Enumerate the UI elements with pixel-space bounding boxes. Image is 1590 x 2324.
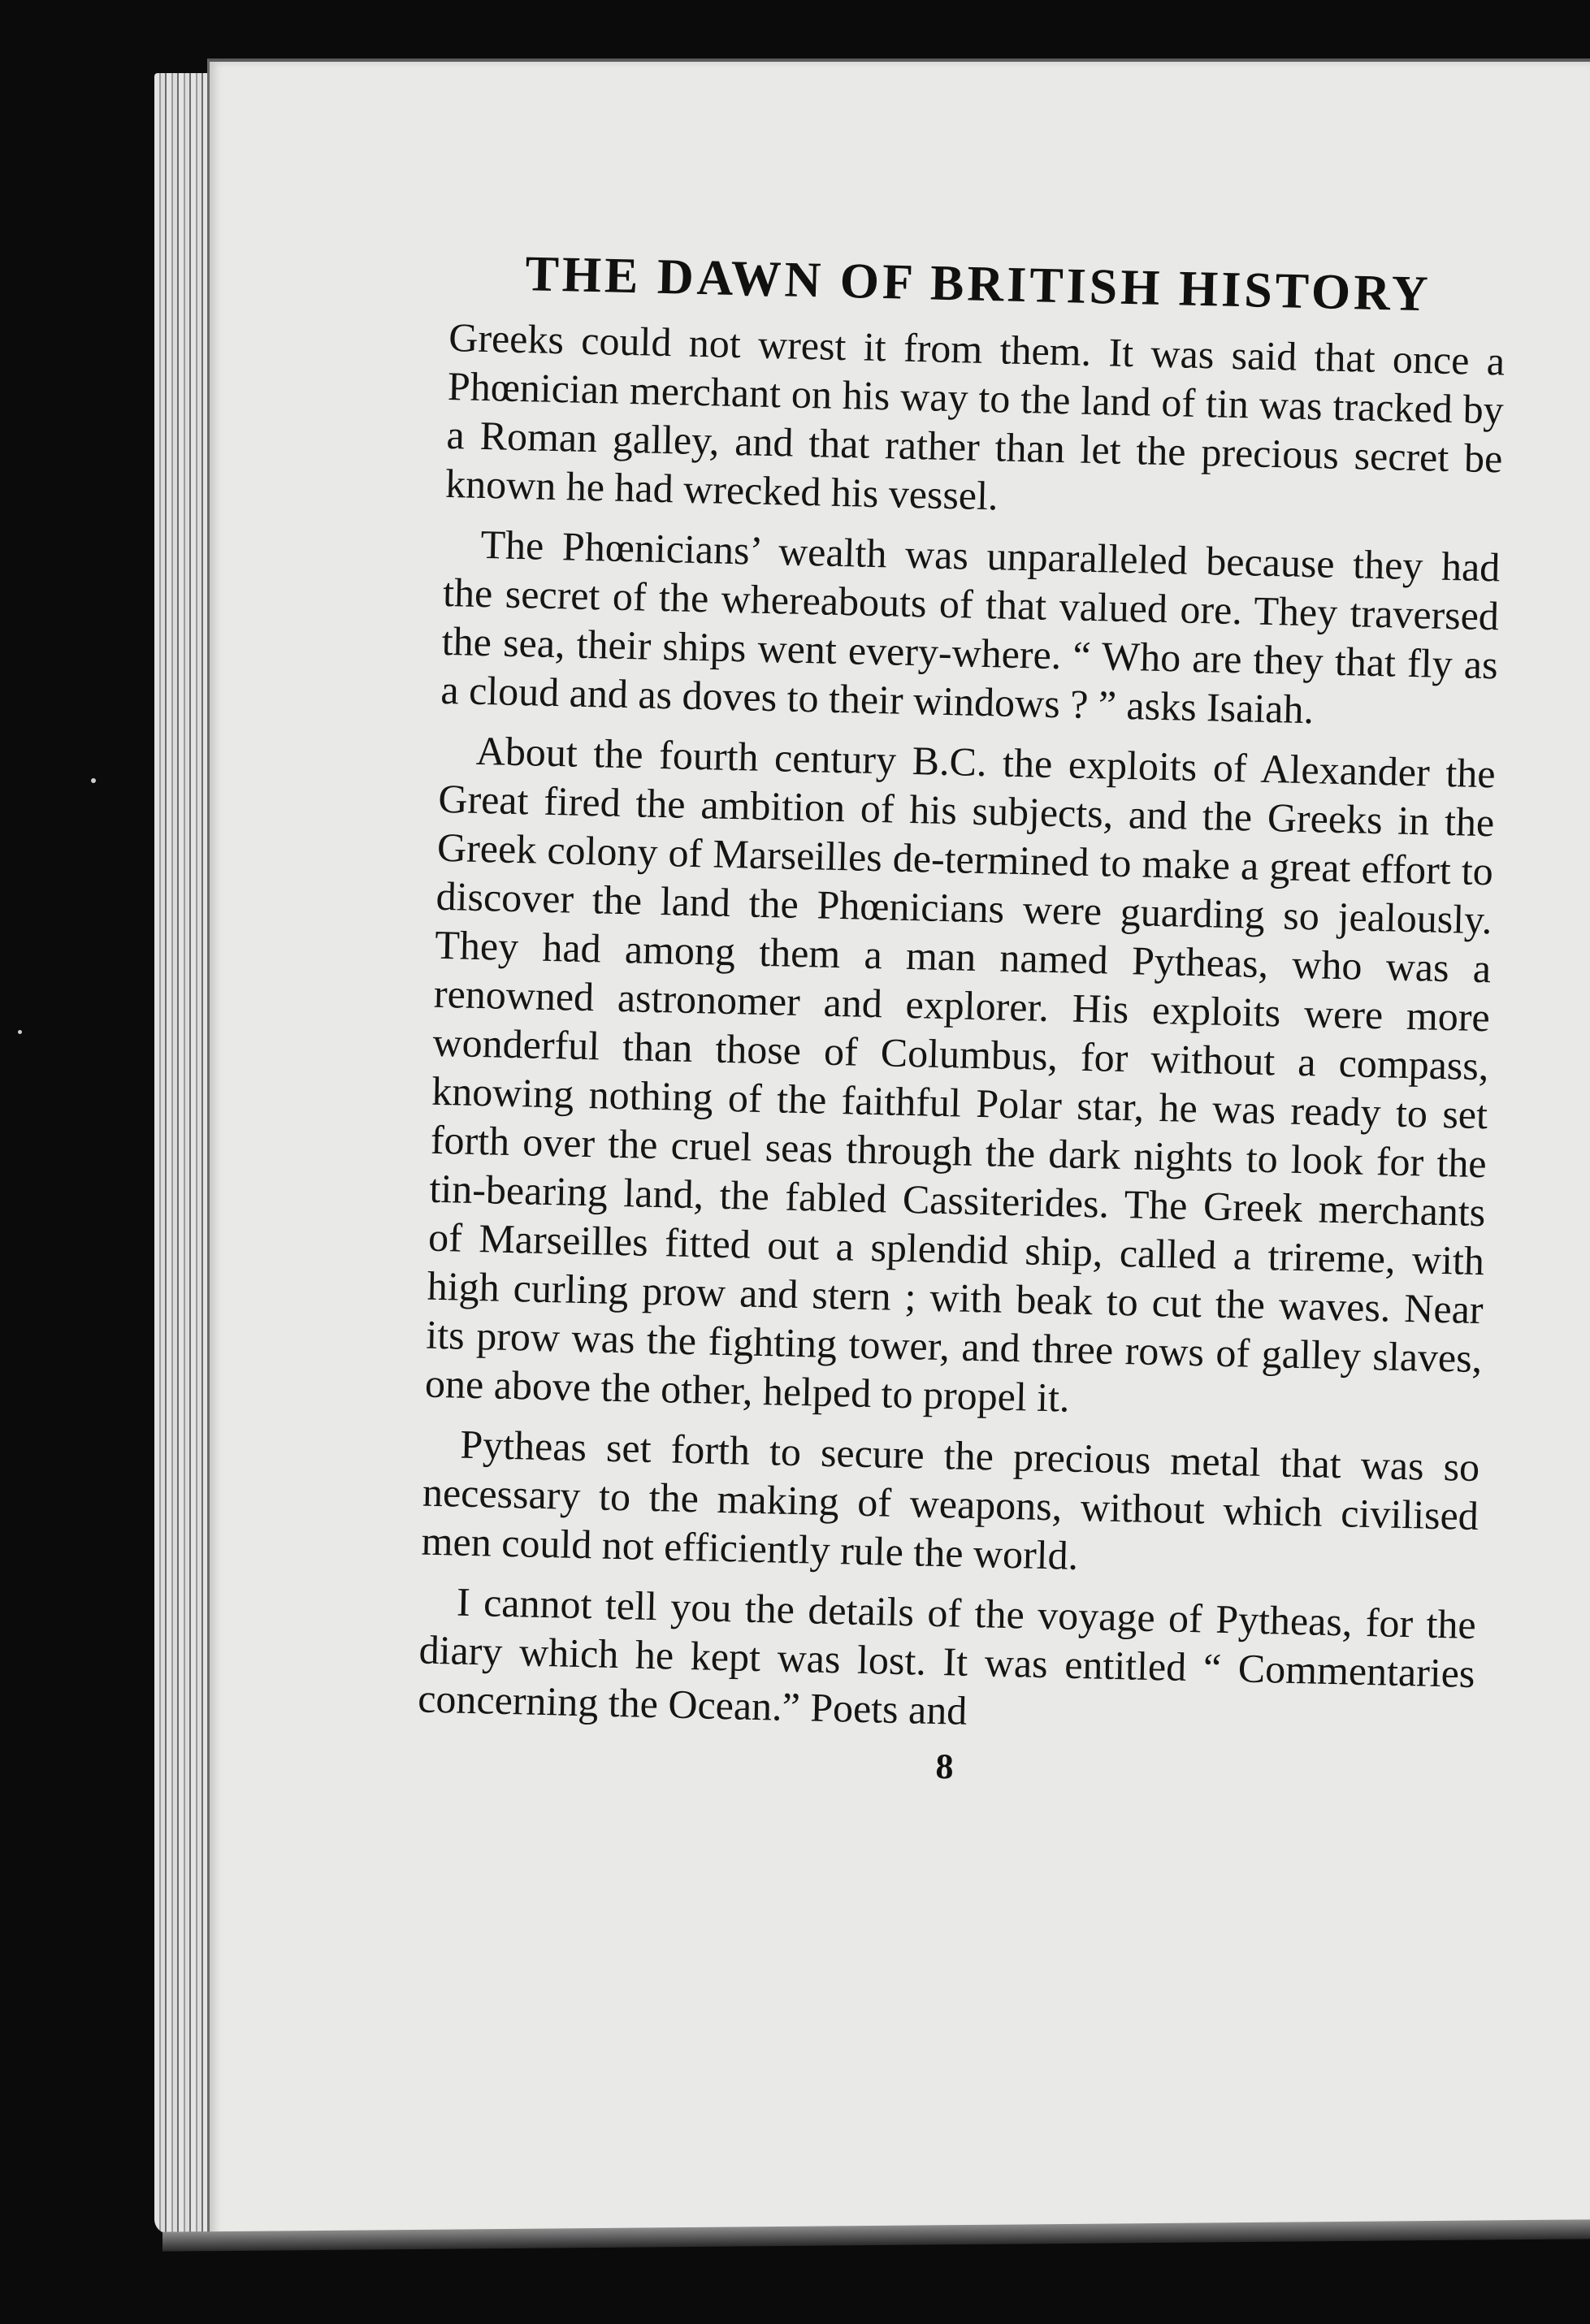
dust-speck [18,1030,22,1034]
paragraph: About the fourth century B.C. the exploits of Alexander the Great fired the ambition of his subjects, and the Greeks in the Greek colony of Marseilles de-termined to make a great effort to discover the land the Phœnicians were guarding so jealously. They had among them a man named Pytheas, who was a renowned astronomer and explorer. His exploits were more wonderful than those of Columbus, for without a compass, knowing nothing of the faithful Polar star, he was ready to set forth over the cruel seas through the dark nights to look for the tin-bearing land, the fabled Cassiterides. The Greek merchants of Marseilles fitted out a splendid ship, called a trireme, with high curling prow and stern ; with beak to cut the waves. Near its prow was the fighting tower, and three rows of galley slaves, one above the other, helped to propel it. [424,727,1497,1421]
running-head: THE DAWN OF BRITISH HISTORY [524,246,1432,322]
page-number: 8 [935,1746,955,1787]
paragraph: I cannot tell you the details of the voyage of Pytheas, for the diary which he kept was lost. It was entitled “ Commentaries concerning the Ocean.” Poets and [417,1578,1477,1733]
paragraph: Pytheas set forth to secure the precious metal that was so necessary to the making of weapons, without which civilised men could not efficiently rule the world. [421,1421,1480,1578]
paragraph: Greeks could not wrest it from them. It was said that once a Phœnician merchant on his way to the land of tin was tracked by a Roman galley, and that rather than let the precious secret be known he had wrecked his vessel. [444,314,1506,519]
paragraph: The Phœnicians’ wealth was unparalleled because they had the secret of the whereabouts of that valued ore. They traversed the sea, their ships went every-where. “ Who are they that fly as a cloud and as doves to their windows ? ” asks Isaiah. [440,521,1501,733]
dust-speck [91,778,96,783]
page-text [416,244,1506,1799]
